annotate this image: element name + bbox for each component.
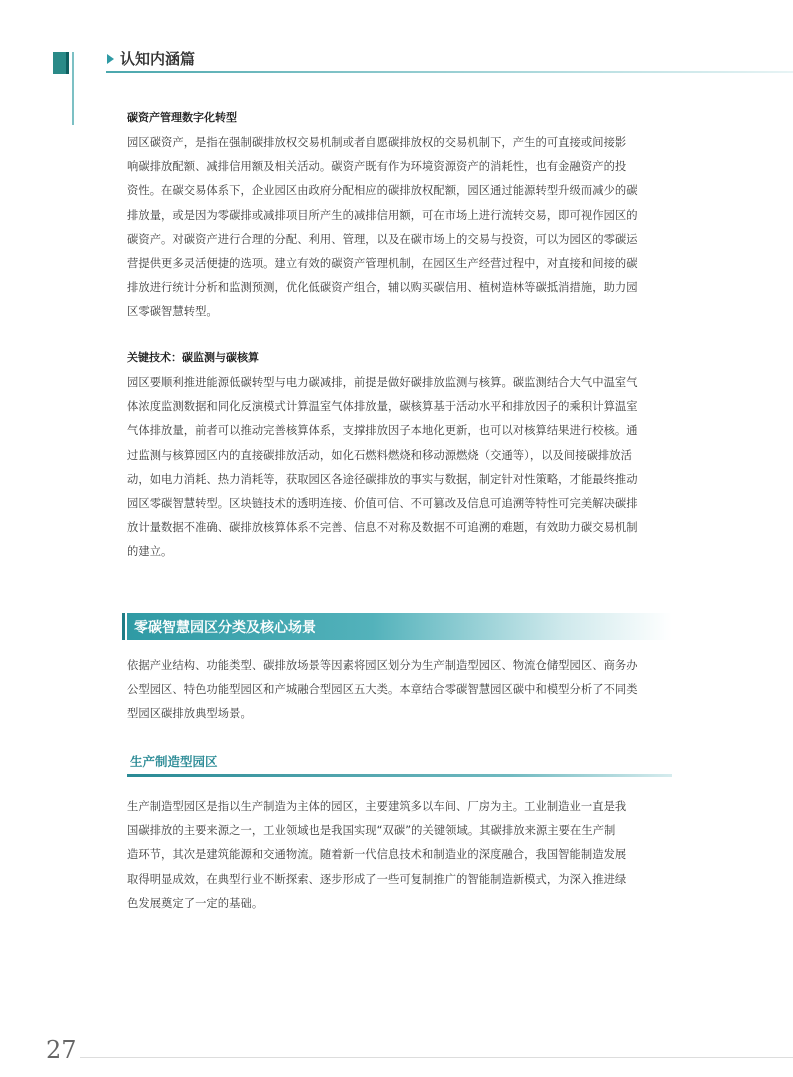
text-line: 依据产业结构、功能类型、碳排放场景等因素将园区划分为生产制造型园区、物流仓储型园区、商务办 xyxy=(127,659,638,672)
text-line: 体浓度监测数据和同化反演模式计算温室气体排放量，碳核算基于活动水平和排放因子的乘积计算温室 xyxy=(127,400,638,414)
section-banner xyxy=(127,613,672,640)
text-line: 园区碳资产，是指在强制碳排放权交易机制或者自愿碳排放权的交易机制下，产生的可直接或间接影 xyxy=(127,136,627,149)
header-arrow-icon xyxy=(107,54,114,64)
block-title: 碳资产管理数字化转型 xyxy=(127,111,237,124)
text-line: 园区零碳智慧转型。区块链技术的透明连接、价值可信、不可篡改及信息可追溯等特性可完美解决碳排 xyxy=(127,497,638,511)
block-body xyxy=(127,371,672,565)
block-title: 关键技术：碳监测与碳核算 xyxy=(127,351,259,364)
header-accent-block xyxy=(53,52,67,74)
footer-line xyxy=(80,1057,793,1058)
text-line: 造环节，其次是建筑能源和交通物流。随着新一代信息技术和制造业的深度融合，我国智能制造发展 xyxy=(127,848,627,862)
text-line: 营提供更多灵活便捷的选项。建立有效的碳资产管理机制，在园区生产经营过程中，对直接和间接的碳 xyxy=(127,257,638,271)
text-line: 生产制造型园区是指以生产制造为主体的园区，主要建筑多以车间、厂房为主。工业制造业一直是我 xyxy=(127,800,627,813)
text-line: 公型园区、特色功能型园区和产城融合型园区五大类。本章结合零碳智慧园区碳中和模型分析了不同类 xyxy=(127,683,638,697)
text-line: 碳资产。对碳资产进行合理的分配、利用、管理，以及在碳市场上的交易与投资，可以为园区的零碳运 xyxy=(127,232,638,246)
header-accent-stripe xyxy=(66,52,69,74)
text-line: 资性。在碳交易体系下，企业园区由政府分配相应的碳排放权配额，园区通过能源转型升级而减少的碳 xyxy=(127,184,638,198)
text-line: 的建立。 xyxy=(127,545,173,559)
text-line: 园区要顺利推进能源低碳转型与电力碳减排，前提是做好碳排放监测与核算。碳监测结合大气中温室气 xyxy=(127,376,638,389)
subsection-title: 生产制造型园区 xyxy=(130,754,218,769)
text-line: 动，如电力消耗、热力消耗等，获取园区各途径碳排放的事实与数据，制定针对性策略，才能最终推动 xyxy=(127,472,638,486)
text-line: 区零碳智慧转型。 xyxy=(127,305,218,319)
subsection-body xyxy=(127,795,672,916)
block-carbon-asset xyxy=(127,110,672,325)
text-line: 国碳排放的主要来源之一，工业领域也是我国实现“双碳”的关键领域。其碳排放来源主要在生产制 xyxy=(127,824,616,838)
header-underline xyxy=(106,71,793,73)
block-body xyxy=(127,131,672,325)
header-title: 认知内涵篇 xyxy=(120,50,196,68)
block-key-technology xyxy=(127,350,672,565)
text-line: 取得明显成效，在典型行业不断探索、逐步形成了一些可复制推广的智能制造新模式，为深入推进绿 xyxy=(127,872,627,886)
text-line: 响碳排放配额、减排信用额及相关活动。碳资产既有作为环境资源资产的消耗性，也有金融资产的投 xyxy=(127,160,627,174)
text-line: 放计量数据不准确、碳排放核算体系不完善、信息不对称及数据不可追溯的难题，有效助力碳交易机制 xyxy=(127,521,638,535)
subsection-underline xyxy=(127,774,672,777)
text-line: 过监测与核算园区内的直接碳排放活动，如化石燃料燃烧和移动源燃烧（交通等），以及间接碳排放活 xyxy=(127,448,632,462)
section-title: 零碳智慧园区分类及核心场景 xyxy=(134,620,316,636)
text-line: 排放量，或是因为零碳排或减排项目所产生的减排信用额，可在市场上进行流转交易，即可视作园区的 xyxy=(127,208,638,222)
text-line: 色发展奠定了一定的基础。 xyxy=(127,896,264,910)
text-line: 排放进行统计分析和监测预测，优化低碳资产组合，辅以购买碳信用、植树造林等碳抵消措施，助力园 xyxy=(127,281,638,295)
text-line: 气体排放量，前者可以推动完善核算体系，支撑排放因子本地化更新，也可以对核算结果进行校核。通 xyxy=(127,424,638,438)
section-banner-accent xyxy=(122,613,125,640)
page-number: 27 xyxy=(46,1036,77,1064)
section-intro xyxy=(127,654,672,727)
text-line: 型园区碳排放典型场景。 xyxy=(127,707,252,721)
header-vertical-line xyxy=(72,52,74,125)
